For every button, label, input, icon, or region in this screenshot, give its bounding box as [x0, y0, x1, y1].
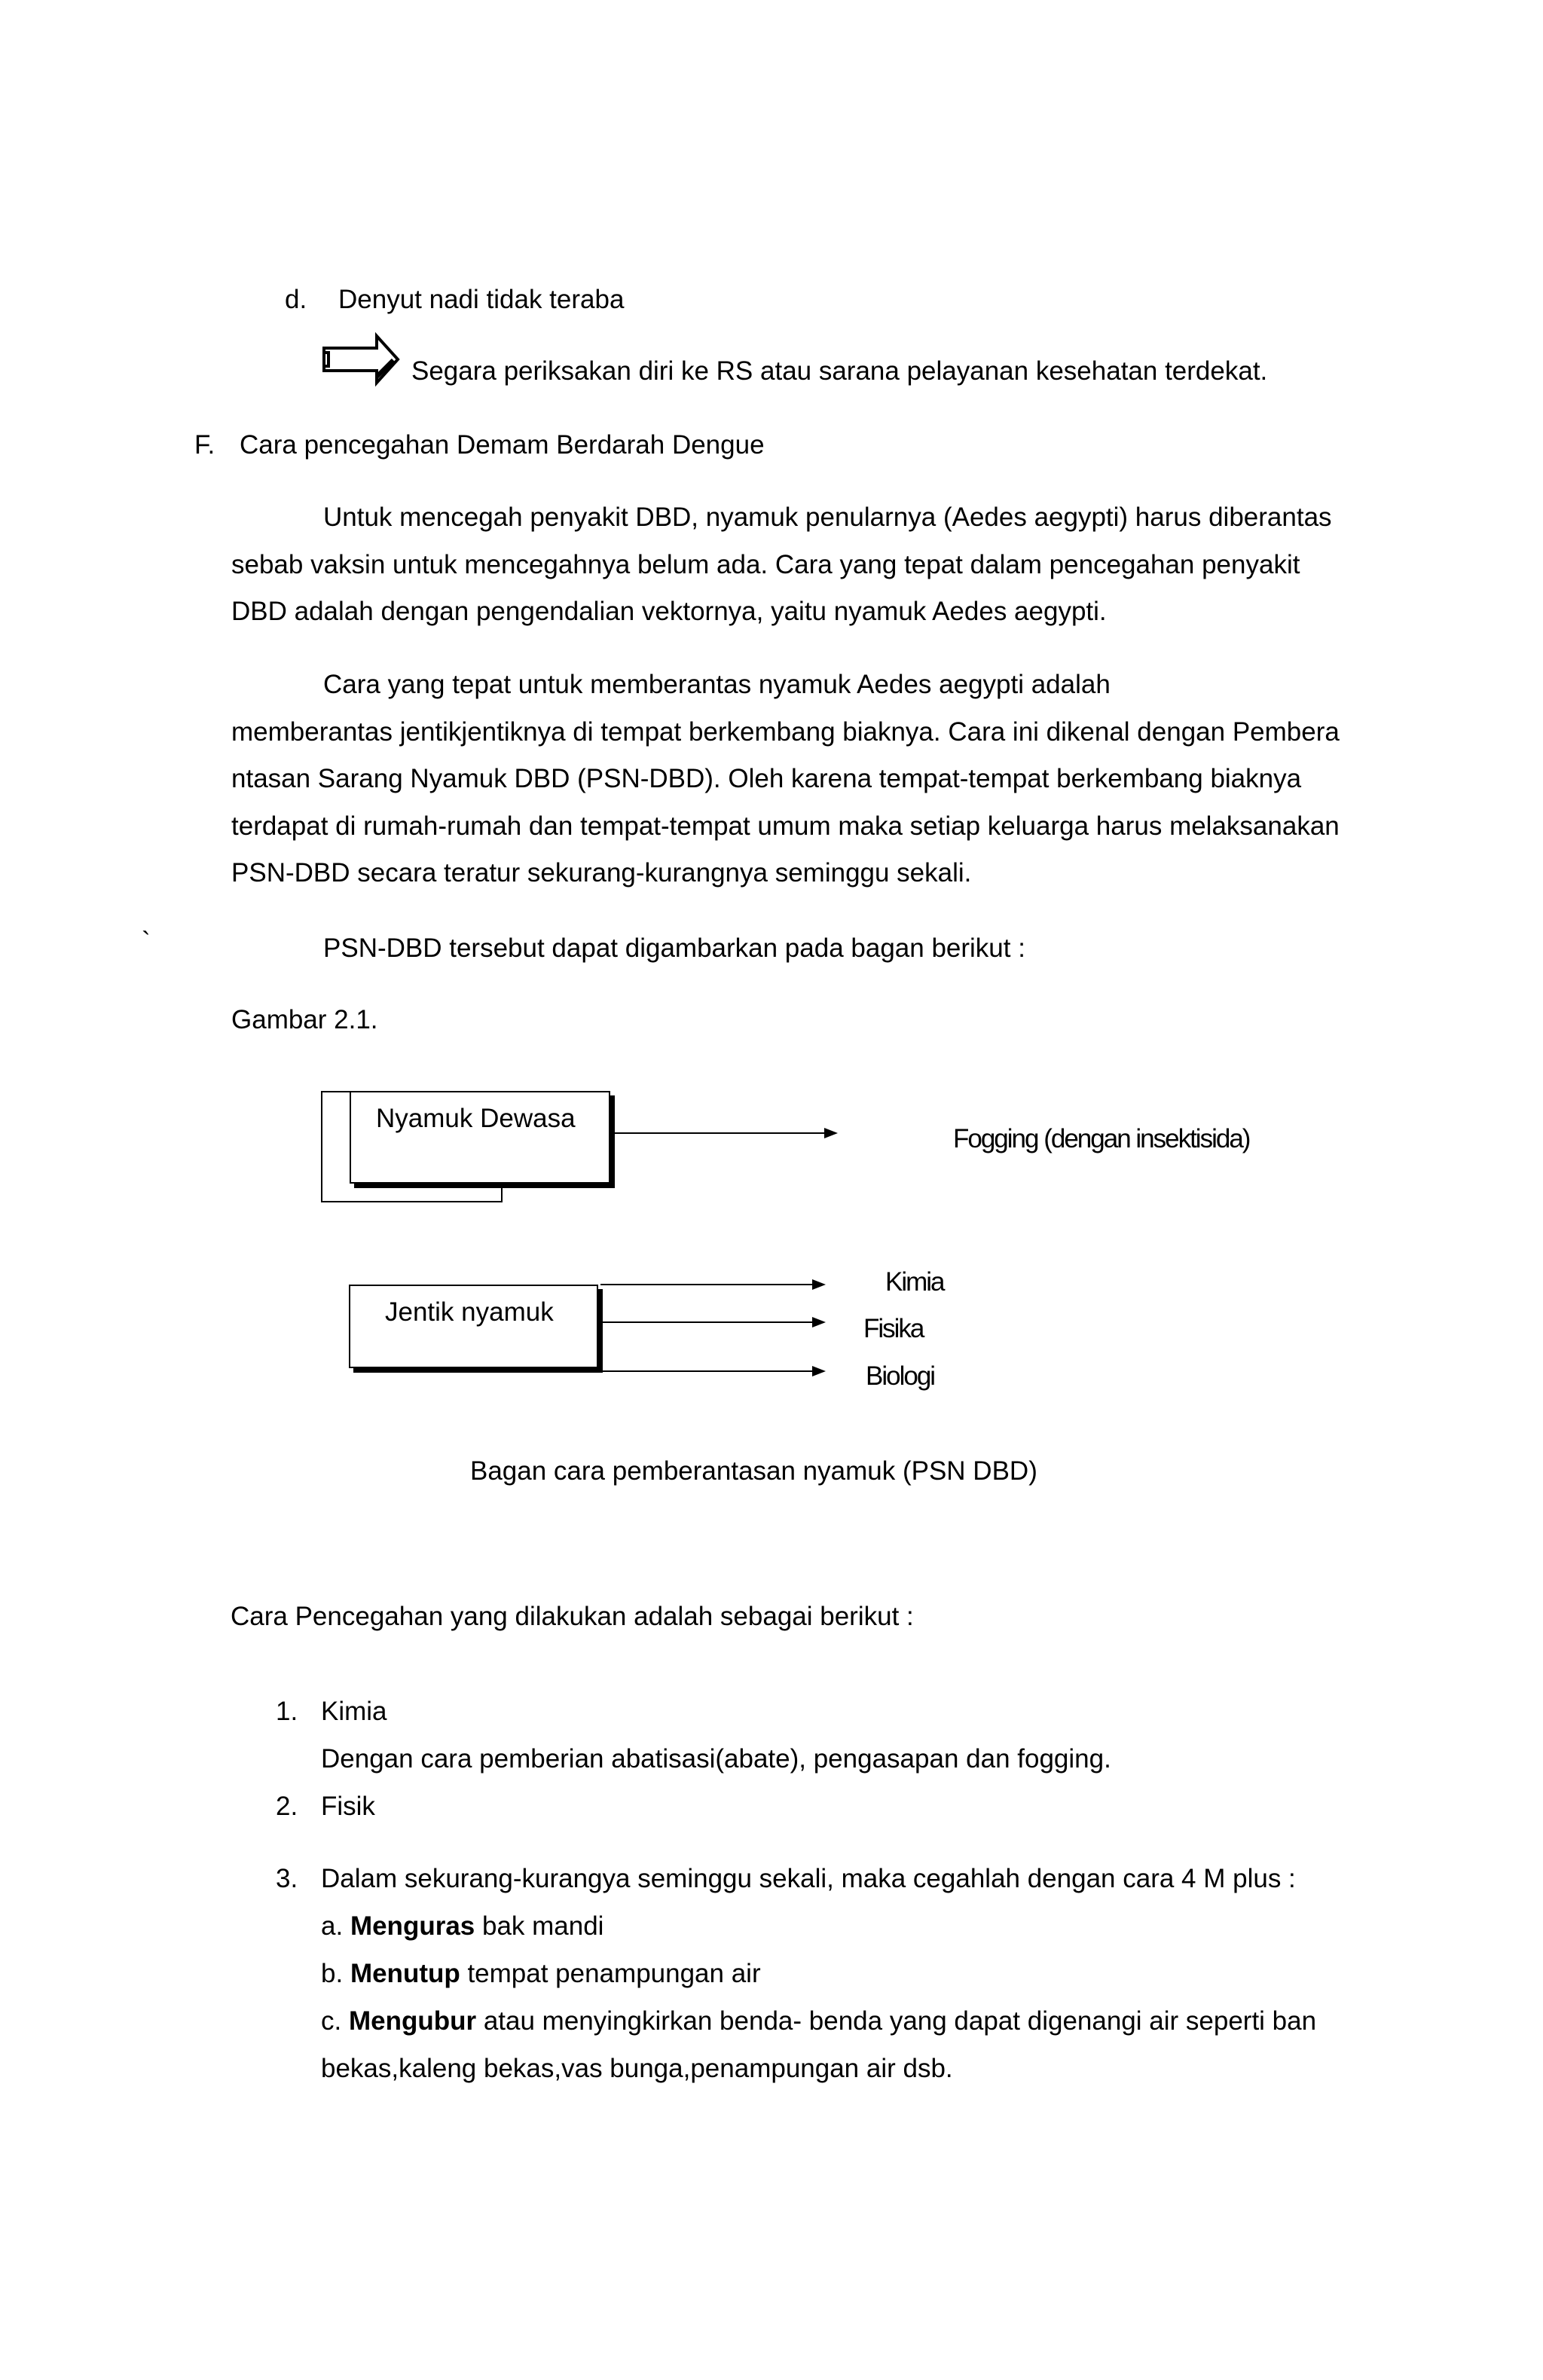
diagram-caption: Bagan cara pemberantasan nyamuk (PSN DBD) — [470, 1456, 1037, 1486]
paragraph-2-line: PSN-DBD secara teratur sekurang-kurangnya seminggu sekali. — [231, 858, 972, 888]
target-fisika: Fisika — [863, 1314, 924, 1343]
section-f-heading: Cara pencegahan Demam Berdarah Dengue — [240, 430, 765, 460]
sub-item-keyword: Mengubur — [348, 2006, 477, 2036]
sub-item-c-continuation: bekas,kaleng bekas,vas bunga,penampungan air dsb. — [321, 2054, 953, 2083]
list-item-title: Dalam sekurang-kurangya seminggu sekali, maka cegahlah dengan cara 4 M plus : — [321, 1864, 1296, 1893]
sub-item-a — [321, 1910, 603, 1943]
list-item-number: 2. — [276, 1792, 298, 1821]
sub-item-rest: tempat penampungan air — [460, 1959, 761, 1988]
stray-mark: ` — [142, 927, 151, 956]
item-d-text: Denyut nadi tidak teraba — [338, 285, 625, 314]
paragraph-2-line: memberantas jentikjentiknya di tempat berkembang biaknya. Cara ini dikenal dengan Pembera — [231, 716, 1340, 747]
figure-label: Gambar 2.1. — [231, 1005, 378, 1034]
paragraph-2-line: terdapat di rumah-rumah dan tempat-tempat umum maka setiap keluarga harus melaksanakan — [231, 811, 1340, 841]
list-item-desc: Dengan cara pemberian abatisasi(abate), pengasapan dan fogging. — [321, 1744, 1111, 1774]
paragraph-2-line: Cara yang tepat untuk memberantas nyamuk Aedes aegypti adalah — [323, 670, 1111, 699]
right-arrow-icon — [324, 336, 398, 383]
item-d-label: d. — [285, 285, 307, 314]
section-f-label: F. — [194, 430, 215, 460]
list-item-title: Kimia — [321, 1697, 387, 1726]
sub-item-letter: a. — [321, 1911, 344, 1941]
prevention-intro: Cara Pencegahan yang dilakukan adalah sebagai berikut : — [231, 1602, 914, 1631]
sub-item-rest: bak mandi — [475, 1911, 604, 1941]
box-nyamuk-dewasa-label: Nyamuk Dewasa — [376, 1104, 576, 1133]
sub-item-letter: b. — [321, 1959, 344, 1988]
target-biologi: Biologi — [866, 1361, 935, 1391]
diagram-intro: PSN-DBD tersebut dapat digambarkan pada bagan berikut : — [323, 933, 1025, 963]
sub-item-keyword: Menutup — [350, 1959, 460, 1988]
list-item-number: 3. — [276, 1864, 298, 1893]
paragraph-1-line: Untuk mencegah penyakit DBD, nyamuk penularnya (Aedes aegypti) harus diberantas — [323, 503, 1332, 532]
paragraph-1 — [231, 494, 1332, 636]
target-kimia: Kimia — [885, 1267, 944, 1297]
list-item-number: 1. — [276, 1697, 298, 1726]
list-item-title: Fisik — [321, 1792, 375, 1821]
arrowhead-dewasa — [824, 1128, 838, 1138]
paragraph-2 — [231, 661, 1340, 897]
sub-item-keyword: Menguras — [350, 1911, 475, 1941]
paragraph-2-line: ntasan Sarang Nyamuk DBD (PSN-DBD). Oleh karena tempat-tempat berkembang biaknya — [231, 764, 1302, 793]
item-d-advice: Segara periksakan diri ke RS atau sarana pelayanan kesehatan terdekat. — [411, 356, 1268, 386]
box-jentik-nyamuk-label: Jentik nyamuk — [385, 1297, 554, 1327]
paragraph-1-line: DBD adalah dengan pengendalian vektornya, yaitu nyamuk Aedes aegypti. — [231, 597, 1107, 626]
sub-item-c — [321, 2005, 1316, 2038]
sub-item-rest: atau menyingkirkan benda- benda yang dapat digenangi air seperti ban — [476, 2006, 1317, 2036]
paragraph-1-line: sebab vaksin untuk mencegahnya belum ada. Cara yang tepat dalam pencegahan penyakit — [231, 549, 1300, 579]
sub-item-letter: c. — [321, 2006, 342, 2036]
target-fogging: Fogging (dengan insektisida) — [953, 1124, 1250, 1153]
sub-item-b — [321, 1957, 761, 1990]
